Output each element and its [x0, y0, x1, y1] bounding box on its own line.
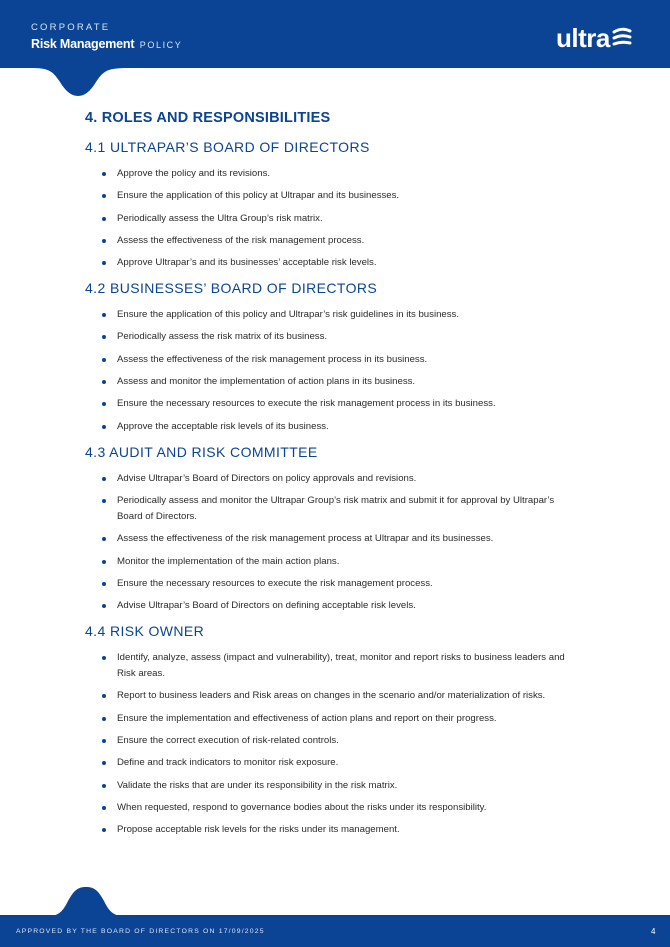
list-item: Assess the effectiveness of the risk management process. [85, 233, 575, 249]
list-item: Ensure the necessary resources to execute the risk management process. [85, 576, 575, 592]
bullet-list-4-4 [85, 650, 575, 838]
list-item: Approve the acceptable risk levels of its business. [85, 419, 575, 435]
list-item: Periodically assess the Ultra Group’s risk matrix. [85, 211, 575, 227]
document-body [85, 108, 575, 845]
list-item: Ensure the necessary resources to execute the risk management process in its business. [85, 396, 575, 412]
header-title-bold: Risk Management [31, 37, 135, 51]
list-item: Assess and monitor the implementation of action plans in its business. [85, 374, 575, 390]
footer-tab-shape [0, 885, 140, 917]
list-item: Monitor the implementation of the main action plans. [85, 554, 575, 570]
list-item: Advise Ultrapar’s Board of Directors on defining acceptable risk levels. [85, 598, 575, 614]
list-item: Ensure the application of this policy and Ultrapar’s risk guidelines in its business. [85, 307, 575, 323]
header-title-suffix: POLICY [139, 40, 183, 50]
bullet-list-4-2 [85, 307, 575, 434]
list-item: Assess the effectiveness of the risk management process in its business. [85, 352, 575, 368]
header-title [31, 37, 182, 51]
list-item: Assess the effectiveness of the risk management process at Ultrapar and its businesses. [85, 531, 575, 547]
list-item: Propose acceptable risk levels for the risks under its management. [85, 822, 575, 838]
header-tab-shape [0, 60, 130, 100]
list-item: Periodically assess the risk matrix of its business. [85, 329, 575, 345]
section-title: 4. ROLES AND RESPONSIBILITIES [85, 110, 331, 126]
subsection-title-4-1: 4.1 ULTRAPAR’S BOARD OF DIRECTORS [85, 139, 370, 155]
bullet-list-4-3 [85, 471, 575, 614]
subsection-title-4-2: 4.2 BUSINESSES’ BOARD OF DIRECTORS [85, 280, 378, 297]
list-item: Ensure the implementation and effectiveness of action plans and report on their progress. [85, 711, 575, 727]
ultra-wave-logo-icon [612, 27, 632, 49]
ultra-logo [556, 18, 632, 52]
list-item: Ensure the correct execution of risk-related controls. [85, 733, 575, 749]
list-item: Validate the risks that are under its responsibility in the risk matrix. [85, 778, 575, 794]
bullet-list-4-1 [85, 166, 575, 271]
logo-text: ultra [556, 23, 610, 53]
list-item: Ensure the application of this policy at Ultrapar and its businesses. [85, 188, 575, 204]
list-item: Approve Ultrapar’s and its businesses’ acceptable risk levels. [85, 255, 575, 271]
page-number: 4 [651, 927, 656, 936]
footer-approval-text: APPROVED BY THE BOARD OF DIRECTORS ON 17/09/2025 [16, 928, 265, 935]
list-item: Identify, analyze, assess (impact and vulnerability), treat, monitor and report risks to business leaders and Risk areas. [85, 650, 575, 682]
list-item: Advise Ultrapar’s Board of Directors on policy approvals and revisions. [85, 471, 575, 487]
list-item: Define and track indicators to monitor risk exposure. [85, 755, 575, 771]
list-item: Periodically assess and monitor the Ultrapar Group’s risk matrix and submit it for approval by Ultrapar’s Board of Directors. [85, 493, 575, 525]
list-item: When requested, respond to governance bodies about the risks under its responsibility. [85, 800, 575, 816]
header-corporate-label: CORPORATE [31, 22, 111, 33]
list-item: Approve the policy and its revisions. [85, 166, 575, 182]
subsection-title-4-4: 4.4 RISK OWNER [85, 623, 205, 640]
list-item: Report to business leaders and Risk areas on changes in the scenario and/or materialization of risks. [85, 688, 575, 704]
subsection-title-4-3: 4.3 AUDIT AND RISK COMMITTEE [85, 443, 318, 460]
